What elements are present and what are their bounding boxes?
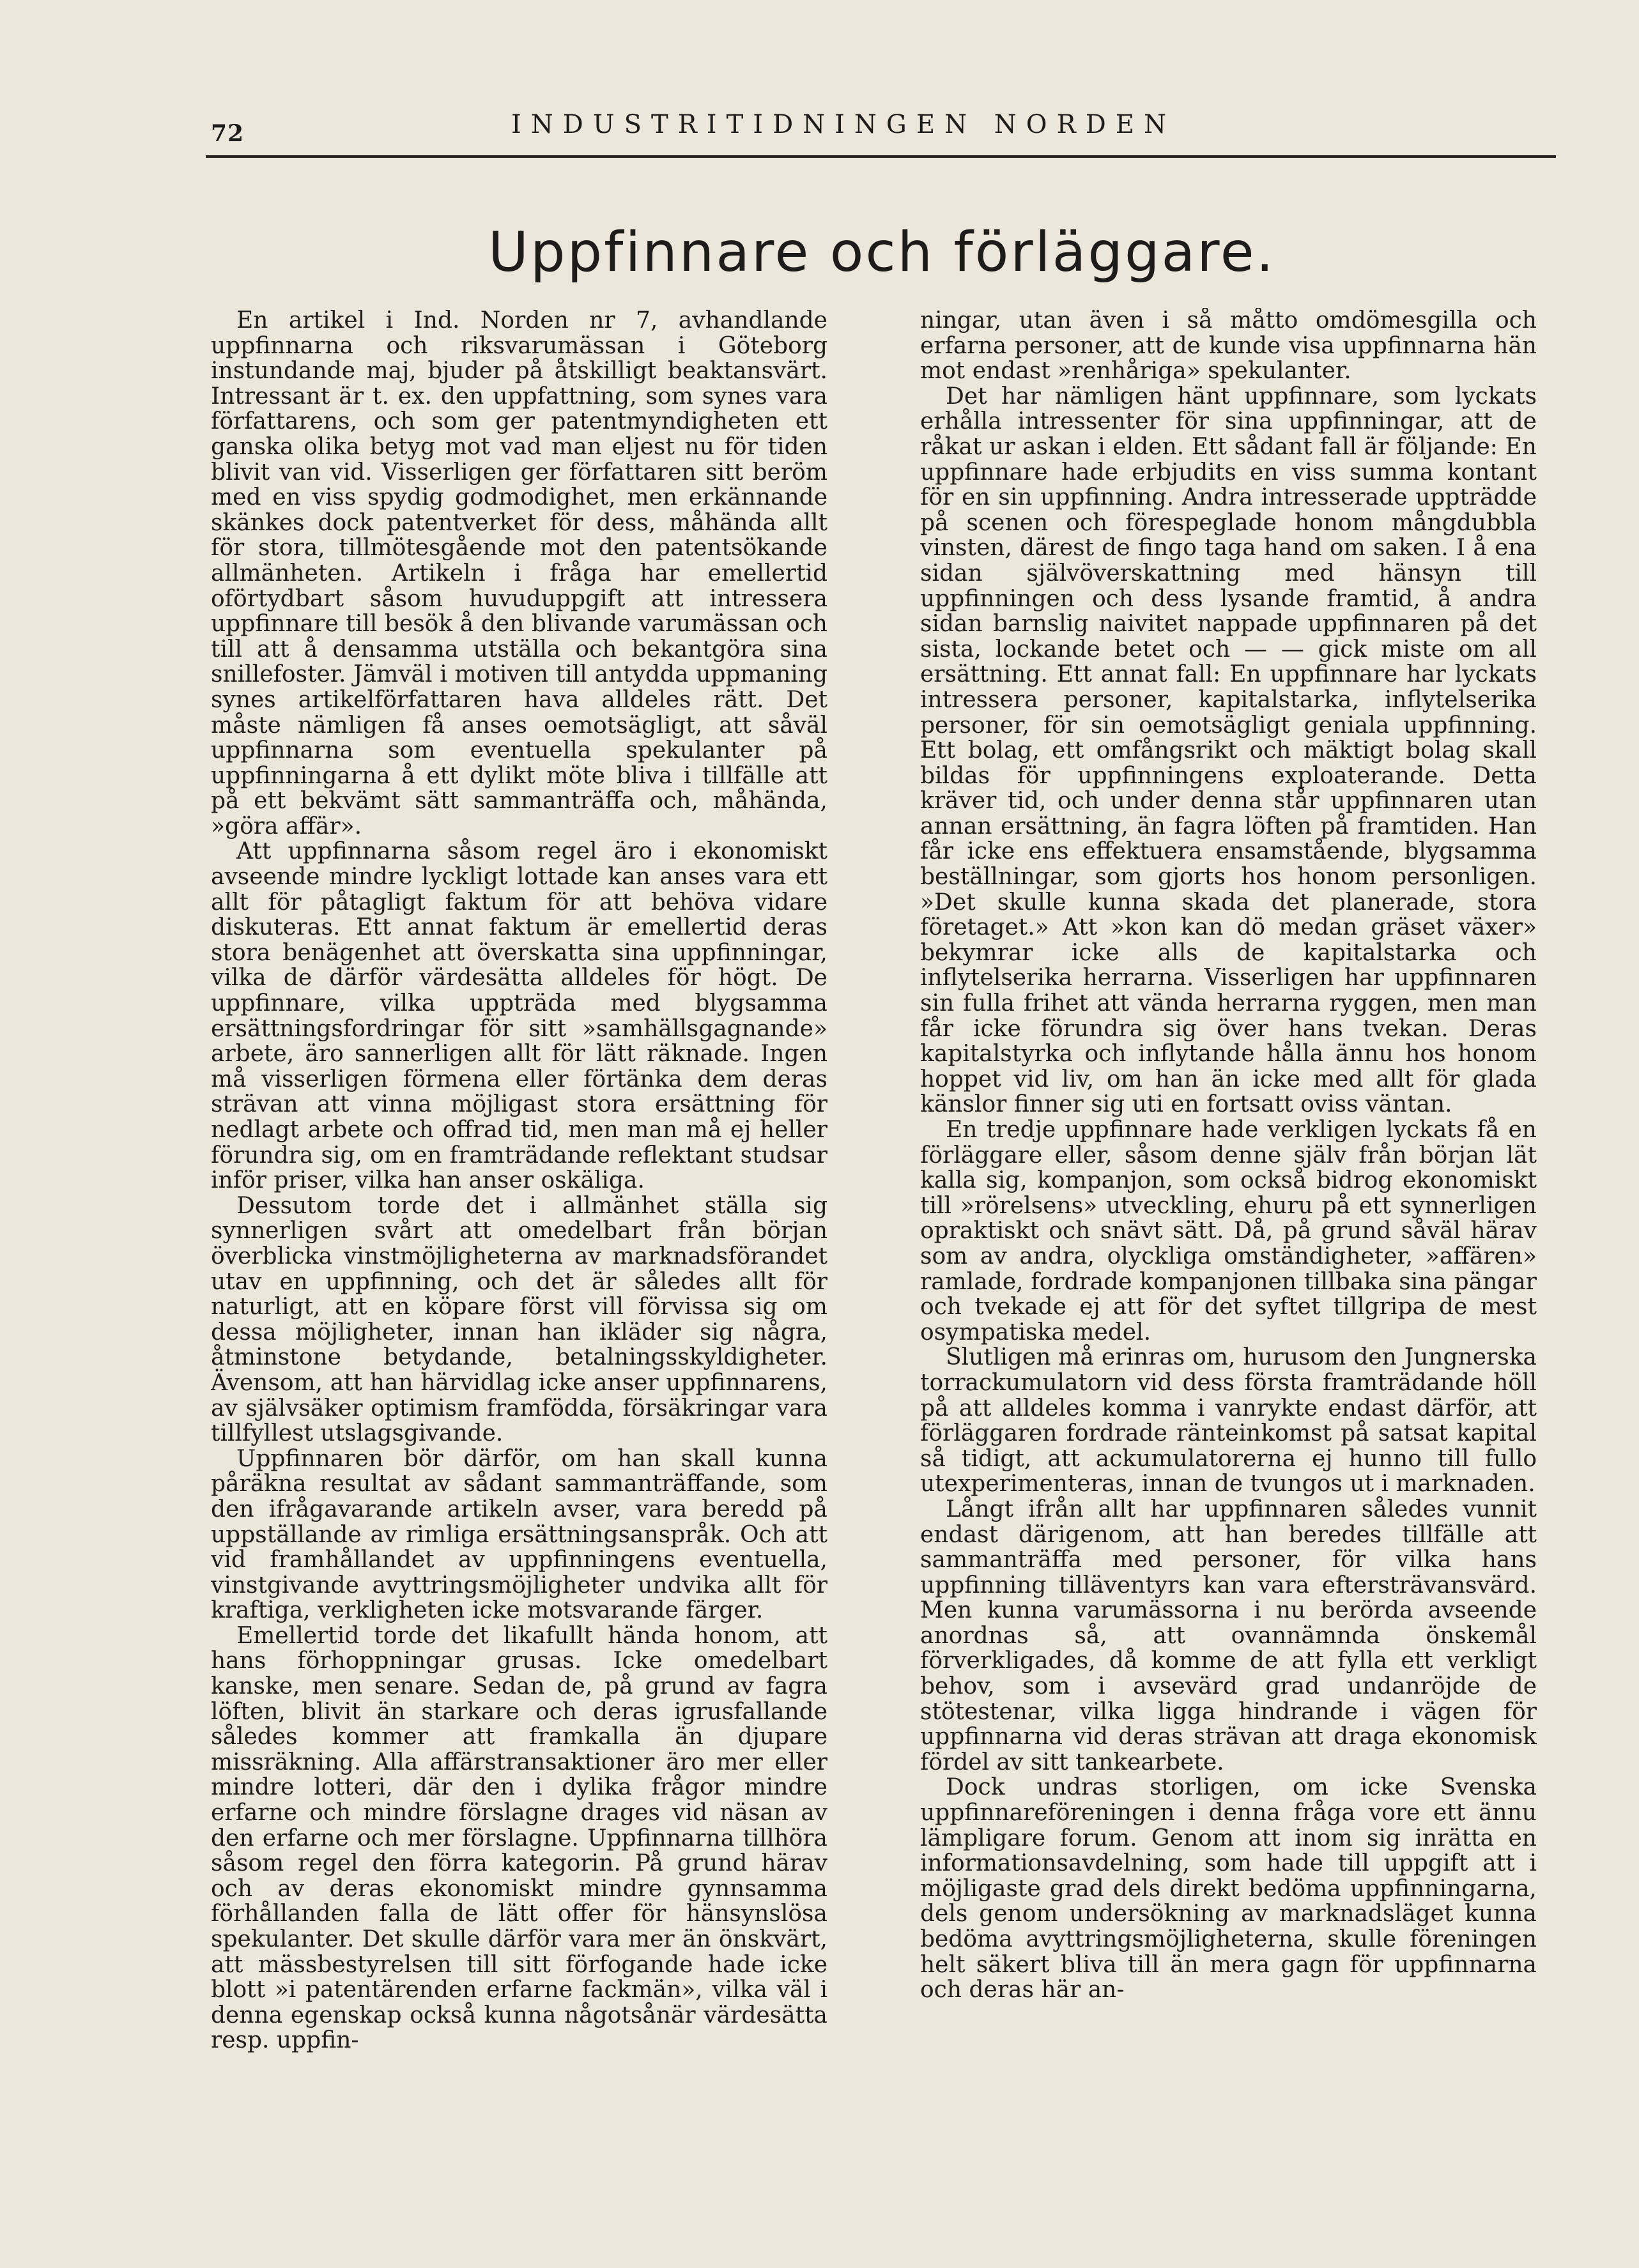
paragraph: Dock undras storligen, om icke Svenska uppfinnareföreningen i denna fråga vore ett ännu lämpligare forum. Genom att inom sig inrätta en informationsavdelning, som hade till uppgift att i möjligaste grad dels direkt bedöma uppfinningarna, dels genom undersökning av marknadsläget kunna bedöma avyttringsmöjligheterna, skulle föreningen helt säkert bliva till än mera gagn för uppfinnarna och deras här an- (920, 1774, 1537, 2004)
paragraph: ningar, utan även i så måtto omdömesgilla och erfarna personer, att de kunde visa uppfinnarna hän mot endast »renhåriga» spekulanter. (920, 308, 1537, 385)
publication-name: INDUSTRITIDNINGEN NORDEN (511, 110, 1176, 139)
paragraph: Dessutom torde det i allmänhet ställa sig synnerligen svårt att omedelbart från början överblicka vinstmöjligheterna av marknadsförandet utav en uppfinning, och det är således allt för naturligt, att en köpare först vill förvissa sig om dessa möjligheter, innan han ikläder sig några, åtminstone betydande, betalningsskyldigheter. Ävensom, att han härvidlag icke anser uppfinnarens, av självsäker optimism framfödda, försäkringar vara tillfyllest utslagsgivande. (211, 1192, 827, 1447)
paragraph: Slutligen må erinras om, hurusom den Jungnerska torrackumulatorn vid dess första framträdande höll på att alldeles komma i vanrykte endast därför, att förläggaren fordrade ränteinkomst på satsat kapital så tidigt, att ackumulatorerna ej hunno till fullo utexperimenteras, innan de tvungos ut i marknaden. (920, 1344, 1537, 1498)
paragraph: En artikel i Ind. Norden nr 7, avhandlande uppfinnarna och riksvarumässan i Göteborg instundande maj, bjuder på åtskilligt beaktansvärt. Intressant är t. ex. den uppfattning, som synes vara författarens, och som ger patentmyndigheten ett ganska olika betyg mot vad man eljest nu för tiden blivit van vid. Visserligen ger författaren sitt beröm med en viss spydig godmodighet, men erkännande skänkes dock patentverket för dess, måhända allt för stora, tillmötesgående mot den patentsökande allmänheten. Artikeln i fråga har emellertid oförtydbart såsom huvuduppgift att intressera uppfinnare till besök å den blivande varumässan och till att å densamma utställa och bekantgöra sina snillefoster. Jämväl i motiven till antydda uppmaning synes artikelförfattaren hava alldeles rätt. Det måste nämligen få anses oemotsägligt, att såväl uppfinnarna som eventuella spekulanter på uppfinningarna å ett dylikt möte bliva i tillfälle att på ett bekvämt sätt sammanträffa och, måhända, »göra affär». (211, 308, 827, 839)
paragraph: Att uppfinnarna såsom regel äro i ekonomiskt avseende mindre lyckligt lottade kan anses vara ett allt för påtagligt faktum för att behöva vidare diskuteras. Ett annat faktum är emellertid deras stora benägenhet att överskatta sina uppfinningar, vilka de därför värdesätta alldeles för högt. De uppfinnare, vilka uppträda med blygsamma ersättningsfordringar för sitt »samhällsgagnande» arbete, äro sannerligen allt för lätt räknade. Ingen må visserligen förmena eller förtänka dem deras strävan att vinna möjligast stora ersättning för nedlagt arbete och offrad tid, men man må ej heller förundra sig, om en framträdande reflektant studsar inför priser, vilka han anser oskäliga. (211, 838, 827, 1194)
paragraph: Det har nämligen hänt uppfinnare, som lyckats erhålla intressenter för sina uppfinningar, att de råkat ur askan i elden. Ett sådant fall är följande: En uppfinnare hade erbjudits en viss summa kontant för en sin uppfinning. Andra intresserade uppträdde på scenen och förespeglade honom mångdubbla vinsten, därest de fingo taga hand om saken. I å ena sidan självöverskattning med hänsyn till uppfinningen och dess lysande framtid, å andra sidan barnslig naivitet nappade uppfinnaren på det sista, lockande betet och — — gick miste om all ersättning. Ett annat fall: En uppfinnare har lyckats intressera personer, kapitalstarka, inflytelserika personer, för sin oemotsägligt geniala uppfinning. Ett bolag, ett omfångsrikt och mäktigt bolag skall bildas för uppfinningens exploaterande. Detta kräver tid, och under denna står uppfinnaren utan annan ersättning, än fagra löften på framtiden. Han får icke ens effektuera ensamstående, blygsamma beställningar, som gjorts hos honom personligen. »Det skulle kunna skada det planerade, stora företaget.» Att »kon kan dö medan gräset växer» bekymrar icke alls de kapitalstarka och inflytelserika herrarna. Visserligen har uppfinnaren sin fulla frihet att vända herrarna ryggen, men man får icke förundra sig över hans tvekan. Deras kapitalstyrka och inflytande hålla ännu hos honom hoppet vid liv, om han än icke med allt för glada känslor finner sig uti en fortsatt oviss väntan. (920, 383, 1537, 1118)
paragraph: Uppfinnaren bör därför, om han skall kunna påräkna resultat av sådant sammanträffande, som den ifrågavarande artikeln avser, vara beredd på uppställande av rimliga ersättningsanspråk. Och att vid framhållandet av uppfinningens eventuella, vinstgivande avyttringsmöjligheter undvika allt för kraftiga, verkligheten icke motsvarande färger. (211, 1445, 827, 1624)
paragraph: En tredje uppfinnare hade verkligen lyckats få en förläggare eller, såsom denne själv från början lät kalla sig, kompanjon, som också bidrog ekonomiskt till »rörelsens» utveckling, ehuru på ett synnerligen opraktiskt och snävt sätt. Då, på grund såväl härav som av andra, olyckliga omständigheter, »affären» ramlade, fordrade kompanjonen tillbaka sina pängar och tvekade ej att för det syftet tillgripa de mest osympatiska medel. (920, 1117, 1537, 1345)
article-title: Uppfinnare och förläggare. (488, 220, 1275, 284)
paragraph: Långt ifrån allt har uppfinnaren således vunnit endast därigenom, att han beredes tillfälle att sammanträffa med personer, för vilka hans uppfinning tilläventyrs kan vara eftersträvansvärd. Men kunna varumässorna i nu berörda avseende anordnas så, att ovannämnda önskemål förverkligades, då komme de att fylla ett verkligt behov, som i avsevärd grad undanröjde de stötestenar, vilka ligga hindrande i vägen för uppfinnarna vid deras strävan att draga ekonomisk fördel av sitt tankearbete. (920, 1496, 1537, 1775)
right-column (920, 308, 1537, 2148)
page-number: 72 (211, 120, 245, 147)
left-column (211, 308, 827, 2148)
header-rule (206, 155, 1556, 158)
paragraph: Emellertid torde det likafullt hända honom, att hans förhoppningar grusas. Icke omedelbart kanske, men senare. Sedan de, på grund av fagra löften, blivit än starkare och deras igrusfallande således kommer att framkalla än djupare missräkning. Alla affärstransaktioner äro mer eller mindre lotteri, där den i dylika frågor mindre erfarne och mindre förslagne drages vid näsan av den erfarne och mer förslagne. Uppfinnarna tillhöra såsom regel den förra kategorin. På grund härav och av deras ekonomiskt mindre gynnsamma förhållanden falla de lätt offer för hänsynslösa spekulanter. Det skulle därför vara mer än önskvärt, att mässbestyrelsen till sitt förfogande hade icke blott »i patentärenden erfarne fackmän», vilka väl i denna egenskap också kunna någotsånär värdesätta resp. uppfin- (211, 1622, 827, 2054)
